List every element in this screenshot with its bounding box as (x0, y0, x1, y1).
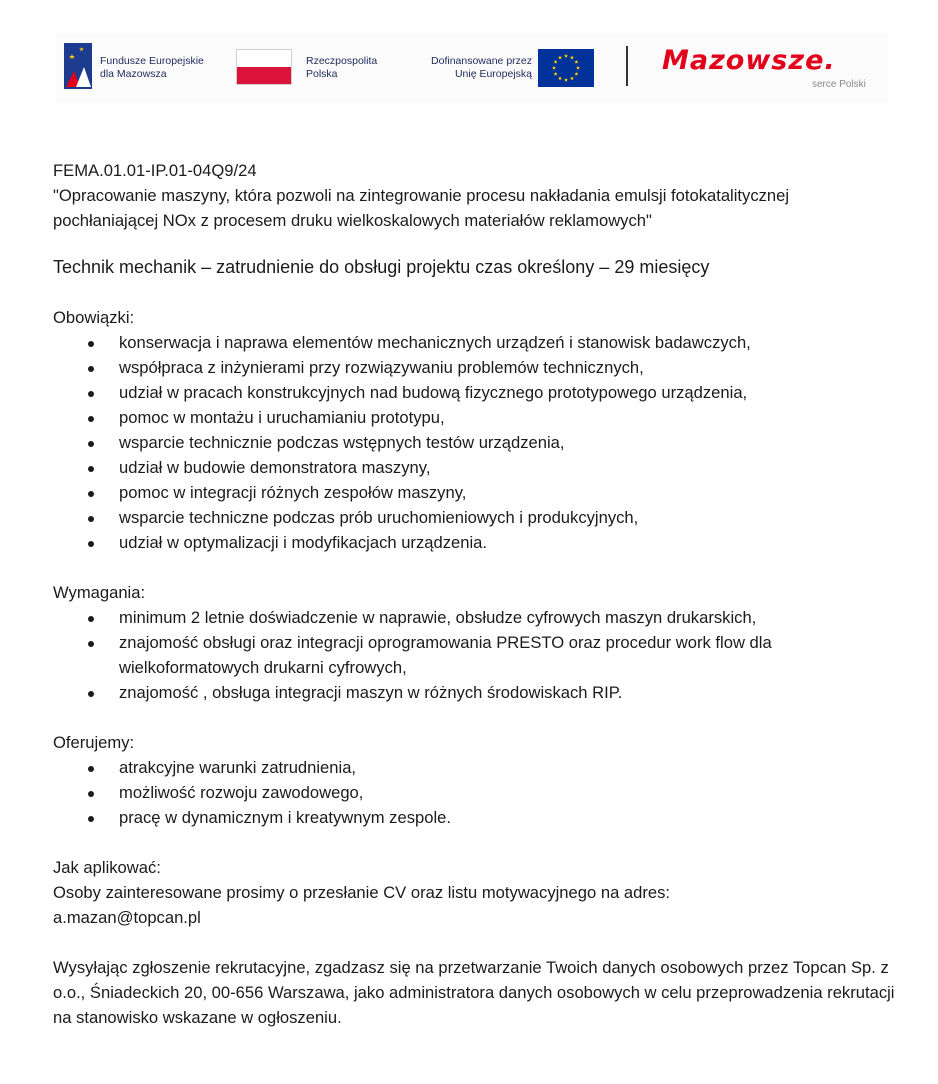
eu-flag-icon (538, 49, 594, 87)
gdpr-consent: Wysyłając zgłoszenie rekrutacyjne, zgadzasz się na przetwarzanie Twoich danych osobowych przez Topcan Sp. z o.o., Śniadeckich 20, 00-656 Warszawa, jako administratora danych osobowych w celu przeprowadzenia rekrutacji na stanowisko wskazane w ogłoszeniu. (53, 958, 895, 1027)
offer-heading: Oferujemy: (53, 733, 135, 752)
list-item: udział w budowie demonstratora maszyny, (53, 455, 913, 480)
mazowsze-wordmark: Mazowsze. (662, 45, 836, 76)
ue-line2: Unię Europejską (454, 68, 532, 80)
list-item: pomoc w montażu i uruchamianiu prototypu, (53, 405, 913, 430)
apply-text: Osoby zainteresowane prosimy o przesłanie CV oraz listu motywacyjnego na adres: (53, 883, 671, 902)
list-item: znajomość , obsługa integracji maszyn w różnych środowiskach RIP. (53, 680, 913, 705)
project-title-line1: "Opracowanie maszyny, która pozwoli na zintegrowanie procesu nakładania emulsji fotokatalitycznej (53, 186, 790, 205)
mazowsze-tagline: serce Polski (812, 79, 866, 90)
polish-flag-icon (236, 49, 292, 85)
requirements-heading: Wymagania: (53, 583, 146, 602)
job-posting (53, 158, 913, 1030)
list-item: możliwość rozwoju zawodowego, (53, 780, 913, 805)
list-item: wsparcie technicznie podczas wstępnych testów urządzenia, (53, 430, 913, 455)
fe-line2: dla Mazowsza (100, 68, 167, 80)
logo-divider (626, 46, 628, 86)
list-item: znajomość obsługi oraz integracji oprogramowania PRESTO oraz procedur work flow dla wielkoformatowych drukarni cyfrowych, (53, 630, 913, 680)
fe-emblem-icon (64, 43, 94, 89)
project-title-line2: pochłaniającej NOx z procesem druku wielkoskalowych materiałów reklamowych" (53, 211, 652, 230)
contact-email[interactable]: a.mazan@topcan.pl (53, 908, 201, 927)
list-item: wsparcie techniczne podczas prób uruchomieniowych i produkcyjnych, (53, 505, 913, 530)
list-item: współpraca z inżynierami przy rozwiązywaniu problemów technicznych, (53, 355, 913, 380)
list-item: minimum 2 letnie doświadczenie w naprawie, obsłudze cyfrowych maszyn drukarskich, (53, 605, 913, 630)
rzeczpospolita-logo (236, 39, 396, 95)
list-item: pomoc w integracji różnych zespołów maszyny, (53, 480, 913, 505)
list-item: atrakcyjne warunki zatrudnienia, (53, 755, 913, 780)
rp-line1: Rzeczpospolita (306, 55, 378, 67)
mazowsze-logo (662, 41, 888, 97)
list-item: pracę w dynamicznym i kreatywnym zespole. (53, 805, 913, 830)
eu-cofinanced-logo (404, 39, 594, 95)
fundusze-europejskie-logo (64, 39, 234, 95)
fe-line1: Fundusze Europejskie (100, 55, 204, 67)
job-title: Technik mechanik – zatrudnienie do obsługi projektu czas określony – 29 miesięcy (53, 257, 710, 277)
rp-line2: Polska (306, 68, 338, 80)
reference-number: FEMA.01.01-IP.01-04Q9/24 (53, 161, 257, 180)
list-item: udział w pracach konstrukcyjnych nad budową fizycznego prototypowego urządzenia, (53, 380, 913, 405)
duties-list (53, 330, 913, 555)
list-item: udział w optymalizacji i modyfikacjach urządzenia. (53, 530, 913, 555)
ue-line1: Dofinansowane przez (431, 55, 532, 67)
requirements-list (53, 605, 913, 705)
duties-heading: Obowiązki: (53, 308, 135, 327)
list-item: konserwacja i naprawa elementów mechanicznych urządzeń i stanowisk badawczych, (53, 330, 913, 355)
offer-list (53, 755, 913, 830)
logo-strip (56, 33, 888, 103)
apply-heading: Jak aplikować: (53, 858, 161, 877)
